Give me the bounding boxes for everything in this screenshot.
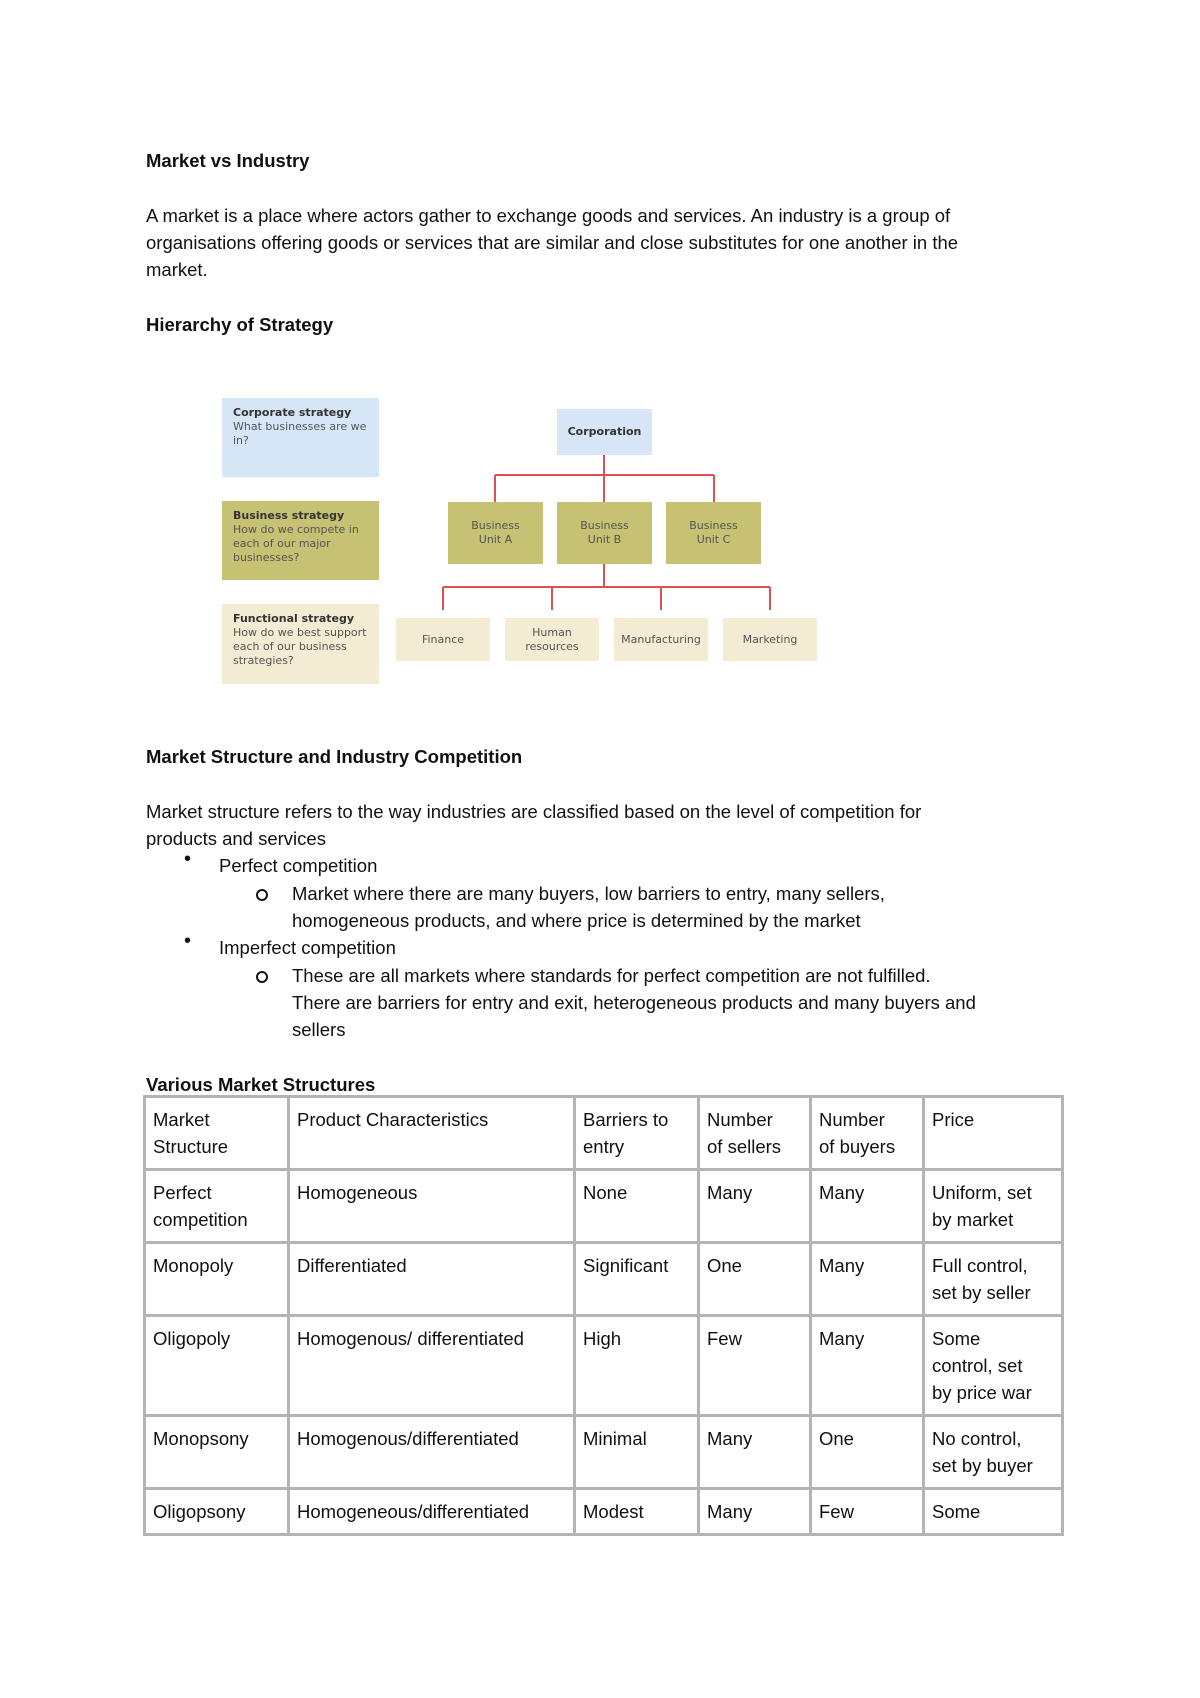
cell-line: Uniform, set	[932, 1182, 1032, 1203]
cell-line: Monopoly	[153, 1255, 234, 1276]
cell-line: Full control,	[932, 1255, 1028, 1276]
business-unit-b-box	[557, 502, 652, 564]
cell-line: Perfect	[153, 1182, 212, 1203]
table-cell	[289, 1170, 575, 1243]
table-header-cell	[699, 1097, 811, 1170]
table-cell	[575, 1170, 699, 1243]
table-cell	[289, 1243, 575, 1316]
cell-line: Product Characteristics	[297, 1109, 489, 1130]
table-cell	[699, 1170, 811, 1243]
cell-line: Homogeneous	[297, 1182, 418, 1203]
table-cell	[924, 1243, 1063, 1316]
bullet-icon: •	[184, 848, 192, 870]
cell-line: Barriers to	[583, 1109, 669, 1130]
paragraph-line: Market structure refers to the way industries are classified based on the level of competition for	[146, 801, 922, 822]
heading-hierarchy-of-strategy: Hierarchy of Strategy	[146, 314, 334, 335]
cell-line: competition	[153, 1209, 248, 1230]
cell-line: Few	[819, 1501, 854, 1522]
cell-line: Structure	[153, 1136, 229, 1157]
table-cell	[575, 1416, 699, 1489]
business-strategy-box	[222, 501, 379, 580]
bullet-label: Imperfect competition	[219, 937, 396, 958]
cell-line: set by buyer	[932, 1455, 1033, 1476]
corporate-strategy-title: Corporate strategy	[233, 406, 352, 419]
cell-line: Few	[707, 1328, 742, 1349]
sub-bullet-line: These are all markets where standards for perfect competition are not fulfilled.	[292, 965, 931, 986]
table-header-row	[145, 1097, 1063, 1170]
paragraph-line: market.	[146, 259, 208, 280]
market-structures-table	[143, 1095, 1064, 1536]
function-label: Manufacturing	[621, 632, 701, 646]
bullet-label: Perfect competition	[219, 855, 378, 876]
sub-bullet-line: There are barriers for entry and exit, heterogeneous products and many buyers and	[292, 992, 976, 1013]
cell-line: Many	[707, 1428, 753, 1449]
table-cell	[811, 1416, 924, 1489]
table-cell	[924, 1489, 1063, 1535]
table-cell	[811, 1489, 924, 1535]
cell-line: Market	[153, 1109, 210, 1130]
cell-line: High	[583, 1328, 622, 1349]
functional-strategy-title: Functional strategy	[233, 612, 355, 625]
table-cell	[145, 1243, 289, 1316]
cell-line: Many	[707, 1182, 753, 1203]
functional-strategy-text: How do we best support each of our business strategies?	[233, 626, 367, 667]
table-cell	[575, 1489, 699, 1535]
function-human-resources-box	[505, 618, 599, 661]
cell-line: Modest	[583, 1501, 644, 1522]
cell-line: One	[707, 1255, 742, 1276]
cell-line: of buyers	[819, 1136, 896, 1157]
paragraph-line: organisations offering goods or services that are similar and close substitutes for one another in the	[146, 232, 959, 253]
paragraph-line: products and services	[146, 828, 326, 849]
heading-market-vs-industry: Market vs Industry	[146, 150, 310, 171]
cell-line: by price war	[932, 1382, 1032, 1403]
table-cell	[699, 1316, 811, 1416]
business-strategy-text: How do we compete in each of our major businesses?	[233, 523, 359, 564]
cell-line: set by seller	[932, 1282, 1031, 1303]
corporate-strategy-box	[222, 398, 379, 477]
business-unit-a-box	[448, 502, 543, 564]
function-marketing-box	[723, 618, 817, 661]
cell-line: Many	[819, 1182, 865, 1203]
business-unit-label: Business Unit B	[580, 519, 629, 546]
cell-line: One	[819, 1428, 854, 1449]
cell-line: Minimal	[583, 1428, 647, 1449]
table-cell	[575, 1243, 699, 1316]
cell-line: Homogenous/ differentiated	[297, 1328, 524, 1349]
table-row	[145, 1416, 1063, 1489]
business-unit-label: Business Unit C	[689, 519, 738, 546]
table-header-cell	[811, 1097, 924, 1170]
table-row	[145, 1170, 1063, 1243]
table-cell	[289, 1316, 575, 1416]
cell-line: control, set	[932, 1355, 1023, 1376]
sub-bullet-icon	[256, 889, 268, 901]
cell-line: Some	[932, 1328, 981, 1349]
cell-line: Homogenous/differentiated	[297, 1428, 519, 1449]
table-cell	[699, 1489, 811, 1535]
cell-line: None	[583, 1182, 628, 1203]
cell-line: Monopsony	[153, 1428, 249, 1449]
sub-bullet-line: homogeneous products, and where price is determined by the market	[292, 910, 861, 931]
cell-line: Homogeneous/differentiated	[297, 1501, 530, 1522]
corporate-strategy-text: What businesses are we in?	[233, 420, 367, 447]
paragraph-line: A market is a place where actors gather to exchange goods and services. An industry is a group of	[146, 205, 951, 226]
cell-line: Oligopoly	[153, 1328, 231, 1349]
table-header-cell	[924, 1097, 1063, 1170]
table-row	[145, 1243, 1063, 1316]
function-manufacturing-box	[614, 618, 708, 661]
corporation-box	[557, 409, 652, 455]
cell-line: Many	[819, 1255, 865, 1276]
table-cell	[289, 1489, 575, 1535]
table-cell	[699, 1243, 811, 1316]
sub-bullet-icon	[256, 971, 268, 983]
table-header-cell	[289, 1097, 575, 1170]
corporation-label: Corporation	[567, 425, 642, 438]
cell-line: Many	[707, 1501, 753, 1522]
table-row	[145, 1316, 1063, 1416]
table-cell	[924, 1316, 1063, 1416]
table-cell	[811, 1316, 924, 1416]
function-finance-box	[396, 618, 490, 661]
table-row	[145, 1489, 1063, 1535]
table-header-cell	[145, 1097, 289, 1170]
cell-line: of sellers	[707, 1136, 782, 1157]
table-cell	[289, 1416, 575, 1489]
cell-line: Number	[707, 1109, 773, 1130]
cell-line: Differentiated	[297, 1255, 407, 1276]
table-cell	[699, 1416, 811, 1489]
table-cell	[924, 1416, 1063, 1489]
function-label: Marketing	[742, 632, 798, 646]
cell-line: Some	[932, 1501, 981, 1522]
table-cell	[575, 1316, 699, 1416]
cell-line: Oligopsony	[153, 1501, 246, 1522]
table-cell	[145, 1489, 289, 1535]
table-cell	[811, 1243, 924, 1316]
business-unit-label: Business Unit A	[471, 519, 520, 546]
function-label: Finance	[421, 632, 465, 646]
function-label: Human resources	[525, 625, 579, 653]
cell-line: Significant	[583, 1255, 669, 1276]
heading-market-structure: Market Structure and Industry Competition	[146, 746, 523, 767]
table-cell	[145, 1416, 289, 1489]
sub-bullet-line: Market where there are many buyers, low barriers to entry, many sellers,	[292, 883, 885, 904]
cell-line: Many	[819, 1328, 865, 1349]
sub-bullet-line: sellers	[292, 1019, 346, 1040]
cell-line: No control,	[932, 1428, 1022, 1449]
cell-line: by market	[932, 1209, 1014, 1230]
cell-line: entry	[583, 1136, 625, 1157]
table-header-cell	[575, 1097, 699, 1170]
table-cell	[811, 1170, 924, 1243]
table-title: Various Market Structures	[146, 1074, 376, 1095]
cell-line: Number	[819, 1109, 885, 1130]
table-cell	[924, 1170, 1063, 1243]
business-unit-c-box	[666, 502, 761, 564]
strategy-hierarchy-diagram	[222, 398, 822, 684]
business-strategy-title: Business strategy	[233, 509, 345, 522]
table-cell	[145, 1316, 289, 1416]
table-cell	[145, 1170, 289, 1243]
functional-strategy-box	[222, 604, 379, 684]
bullet-icon: •	[184, 930, 192, 952]
cell-line: Price	[932, 1109, 975, 1130]
